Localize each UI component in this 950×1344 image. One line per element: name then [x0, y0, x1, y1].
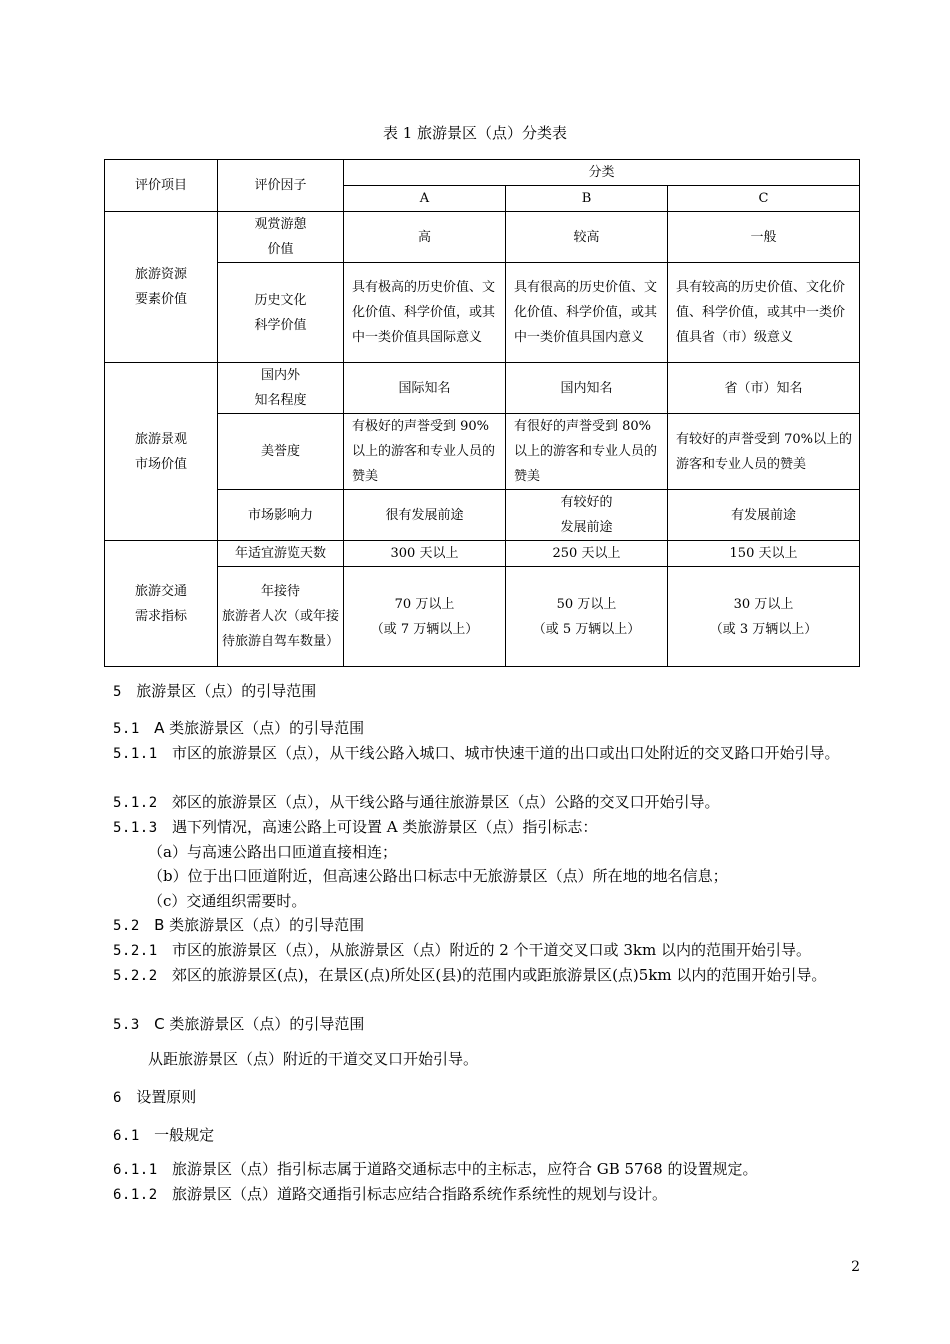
- class-c-cell: 省（市）知名: [668, 363, 860, 414]
- class-c-cell: 150 天以上: [668, 541, 860, 567]
- list-item: （b）位于出口匝道附近，但高速公路出口标志中无旅游景区（点）所在地的地名信息；: [148, 867, 728, 885]
- clause: 5.1.2 郊区的旅游景区（点），从干线公路与通往旅游景区（点）公路的交叉口开始引导。: [113, 793, 720, 811]
- class-b-cell: 250 天以上: [506, 541, 668, 567]
- class-b-cell: 国内知名: [506, 363, 668, 414]
- class-c-cell: 一般: [668, 212, 860, 263]
- list-item: （c）交通组织需要时。: [148, 892, 307, 910]
- clause: 5.2.2 郊区的旅游景区(点)，在景区(点)所处区(县)的范围内或距旅游景区(点)5km 以内的范围开始引导。: [113, 966, 827, 984]
- section-heading: 5.2 B 类旅游景区（点）的引导范围: [113, 916, 365, 934]
- clause: 5.2.1 市区的旅游景区（点），从旅游景区（点）附近的 2 个干道交叉口或 3km 以内的范围开始引导。: [113, 941, 811, 959]
- list-item: （a）与高速公路出口匝道直接相连；: [148, 843, 397, 861]
- factor-cell: 美誉度: [218, 414, 344, 490]
- class-a-cell: 300 天以上: [344, 541, 506, 567]
- group-item-cell: 旅游交通 需求指标: [105, 541, 218, 667]
- factor-cell: 历史文化 科学价值: [218, 263, 344, 363]
- header-item: 评价项目: [105, 160, 218, 212]
- section-heading: 6 设置原则: [113, 1088, 197, 1106]
- section-heading: 5 旅游景区（点）的引导范围: [113, 682, 317, 700]
- class-a-cell: 高: [344, 212, 506, 263]
- group-item-cell: 旅游景观 市场价值: [105, 363, 218, 541]
- section-heading: 6.1 一般规定: [113, 1126, 215, 1144]
- class-a-cell: 有极好的声誉受到 90%以上的游客和专业人员的赞美: [344, 414, 506, 490]
- section-heading: 5.3 C 类旅游景区（点）的引导范围: [113, 1015, 365, 1033]
- classification-table: [104, 159, 860, 667]
- page-number: 2: [851, 1259, 860, 1275]
- class-c-cell: 具有较高的历史价值、文化价值、科学价值，或其中一类价值具省（市）级意义: [668, 263, 860, 363]
- header-classification: 分类: [344, 160, 860, 186]
- class-c-cell: 有发展前途: [668, 490, 860, 541]
- header-class-b: B: [506, 186, 668, 212]
- factor-cell: 市场影响力: [218, 490, 344, 541]
- header-class-a: A: [344, 186, 506, 212]
- class-b-cell: 有很好的声誉受到 80%以上的游客和专业人员的赞美: [506, 414, 668, 490]
- clause: 5.1.1 市区的旅游景区（点），从干线公路入城口、城市快速干道的出口或出口处附近的交叉路口开始引导。: [113, 744, 840, 762]
- class-a-cell: 很有发展前途: [344, 490, 506, 541]
- table-caption: 表 1 旅游景区（点）分类表: [382, 124, 568, 142]
- factor-cell: 国内外 知名程度: [218, 363, 344, 414]
- clause: 6.1.1 旅游景区（点）指引标志属于道路交通标志中的主标志，应符合 GB 5768 的设置规定。: [113, 1160, 758, 1178]
- class-a-cell: 70 万以上 （或 7 万辆以上）: [344, 567, 506, 667]
- group-item-cell: 旅游资源 要素价值: [105, 212, 218, 363]
- clause: 6.1.2 旅游景区（点）道路交通指引标志应结合指路系统作系统性的规划与设计。: [113, 1185, 667, 1203]
- paragraph: 从距旅游景区（点）附近的干道交叉口开始引导。: [148, 1050, 479, 1068]
- header-factor: 评价因子: [218, 160, 344, 212]
- class-b-cell: 有较好的 发展前途: [506, 490, 668, 541]
- class-a-cell: 具有极高的历史价值、文化价值、科学价值，或其中一类价值具国际意义: [344, 263, 506, 363]
- class-b-cell: 50 万以上 （或 5 万辆以上）: [506, 567, 668, 667]
- factor-cell: 年适宜游览天数: [218, 541, 344, 567]
- clause: 5.1.3 遇下列情况，高速公路上可设置 A 类旅游景区（点）指引标志：: [113, 818, 598, 836]
- section-heading: 5.1 A 类旅游景区（点）的引导范围: [113, 719, 365, 737]
- factor-cell: 年接待 旅游者人次（或年接待旅游自驾车数量）: [218, 567, 344, 667]
- class-c-cell: 30 万以上 （或 3 万辆以上）: [668, 567, 860, 667]
- factor-cell: 观赏游憩 价值: [218, 212, 344, 263]
- header-class-c: C: [668, 186, 860, 212]
- class-a-cell: 国际知名: [344, 363, 506, 414]
- class-b-cell: 具有很高的历史价值、文化价值、科学价值，或其中一类价值具国内意义: [506, 263, 668, 363]
- class-b-cell: 较高: [506, 212, 668, 263]
- class-c-cell: 有较好的声誉受到 70%以上的游客和专业人员的赞美: [668, 414, 860, 490]
